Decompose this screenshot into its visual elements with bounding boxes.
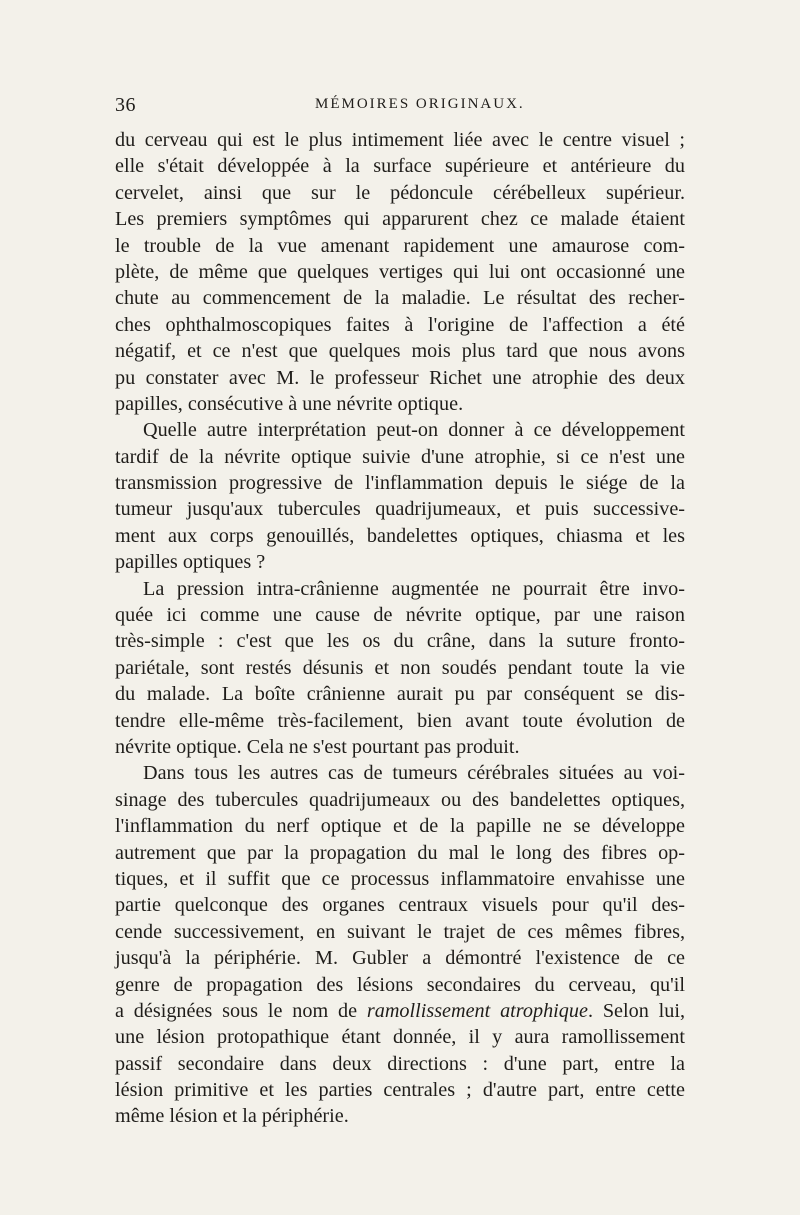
text-line: lésion primitive et les parties centrales ; d'autre part, entre cette	[115, 1079, 685, 1102]
text-line: le trouble de la vue amenant rapidement une amaurose com-	[115, 234, 685, 257]
body-text	[115, 127, 685, 1130]
paragraph-4	[115, 760, 685, 1129]
text-line: tumeur jusqu'aux tubercules quadrijumeaux, et puis successive-	[115, 498, 685, 521]
italic-line-before: a désignées sous le nom de	[115, 999, 367, 1022]
text-line: pariétale, sont restés désunis et non soudés pendant toute la vie	[115, 656, 685, 679]
paragraph-2	[115, 417, 685, 575]
text-line: du malade. La boîte crânienne aurait pu par conséquent se dis-	[115, 683, 685, 706]
text-line: genre de propagation des lésions secondaires du cerveau, qu'il	[115, 973, 685, 996]
text-line: elle s'était développée à la surface supérieure et antérieure du	[115, 155, 685, 178]
page-number: 36	[115, 94, 136, 116]
italic-line-after: . Selon lui,	[587, 999, 685, 1022]
text-line: négatif, et ce n'est que quelques mois plus tard que nous avons	[115, 340, 685, 363]
text-line: ment aux corps genouillés, bandelettes optiques, chiasma et les	[115, 524, 685, 547]
text-line: cervelet, ainsi que sur le pédoncule cérébelleux supérieur.	[115, 181, 685, 204]
text-line: Les premiers symptômes qui apparurent chez ce malade étaient	[115, 208, 685, 231]
text-line: une lésion protopathique étant donnée, il y aura ramollissement	[115, 1026, 685, 1049]
text-line: tardif de la névrite optique suivie d'une atrophie, si ce n'est une	[115, 445, 685, 468]
text-line: l'inflammation du nerf optique et de la papille ne se développe	[115, 815, 685, 838]
text-line: La pression intra-crânienne augmentée ne pourrait être invo-	[143, 577, 685, 600]
text-line: pu constater avec M. le professeur Richet une atrophie des deux	[115, 366, 685, 389]
running-title: MÉMOIRES ORIGINAUX.	[315, 96, 525, 112]
paragraph-3	[115, 576, 685, 761]
text-line: ches ophthalmoscopiques faites à l'origine de l'affection a été	[115, 313, 685, 336]
text-line: transmission progressive de l'inflammation depuis le siége de la	[115, 472, 685, 495]
text-line: passif secondaire dans deux directions : d'une part, entre la	[115, 1052, 685, 1075]
text-line: névrite optique. Cela ne s'est pourtant pas produit.	[115, 735, 520, 758]
text-line: tendre elle-même très-facilement, bien avant toute évolution de	[115, 709, 685, 732]
text-line-with-italic	[115, 998, 685, 1024]
text-line: plète, de même que quelques vertiges qui lui ont occasionné une	[115, 260, 685, 283]
text-line: sinage des tubercules quadrijumeaux ou des bandelettes optiques,	[115, 788, 685, 811]
text-line: quée ici comme une cause de névrite optique, par une raison	[115, 604, 685, 627]
text-line: tiques, et il suffit que ce processus inflammatoire envahisse une	[115, 867, 685, 890]
text-line: Dans tous les autres cas de tumeurs cérébrales situées au voi-	[143, 762, 685, 785]
text-line: très-simple : c'est que les os du crâne, dans la suture fronto-	[115, 630, 685, 653]
text-line: papilles optiques ?	[115, 551, 266, 574]
text-line: cende successivement, en suivant le trajet de ces mêmes fibres,	[115, 920, 685, 943]
italic-term: ramollissement atrophique	[366, 999, 588, 1022]
text-line: papilles, consécutive à une névrite optique.	[115, 392, 464, 415]
text-line: jusqu'à la périphérie. M. Gubler a démontré l'existence de ce	[115, 947, 685, 970]
text-line: partie quelconque des organes centraux visuels pour qu'il des-	[115, 894, 685, 917]
text-line: même lésion et la périphérie.	[115, 1105, 349, 1128]
paragraph-1	[115, 127, 685, 417]
text-line: du cerveau qui est le plus intimement liée avec le centre visuel ;	[115, 129, 685, 151]
page-header	[115, 94, 685, 120]
text-line: Quelle autre interprétation peut-on donner à ce développement	[143, 419, 685, 442]
text-line: autrement que par la propagation du mal le long des fibres op-	[115, 841, 685, 864]
text-line: chute au commencement de la maladie. Le résultat des recher-	[115, 287, 685, 310]
